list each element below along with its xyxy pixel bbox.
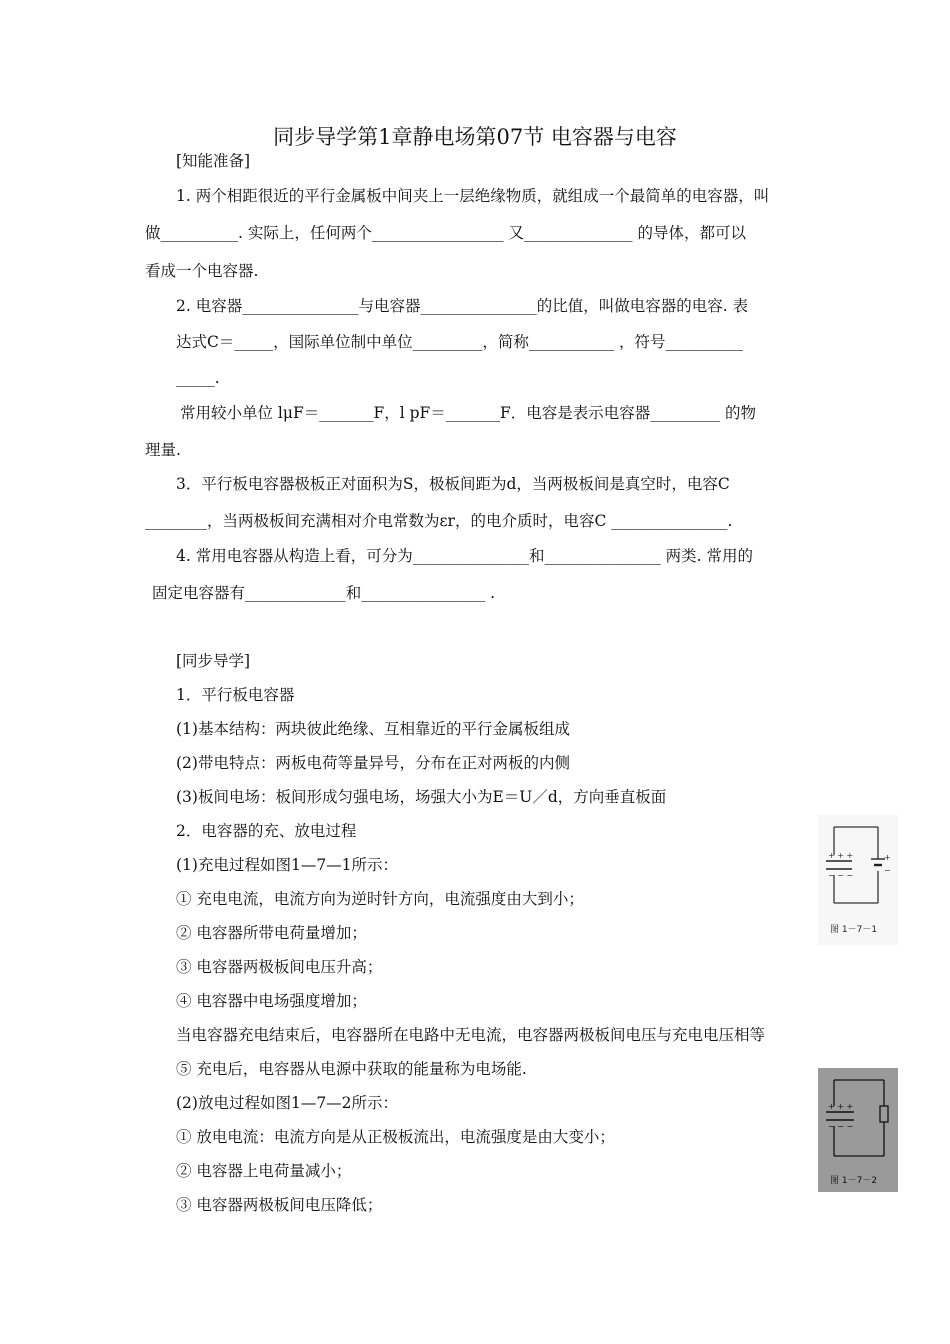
guide-line: (1)基本结构：两块彼此绝缘、互相靠近的平行金属板组成 bbox=[176, 720, 570, 738]
guide-line: ④ 电容器中电场强度增加； bbox=[176, 992, 367, 1010]
guide-line: ① 放电电流：电流方向是从正极板流出，电流强度是由大变小； bbox=[176, 1128, 615, 1146]
battery-minus-sign: − bbox=[884, 866, 891, 875]
guide-line: ③ 电容器两极板间电压升高； bbox=[176, 958, 383, 976]
prep-line: 4. 常用电容器从构造上看，可分为_______________和_______________ 两类. 常用的 bbox=[176, 547, 753, 565]
capacitor-minus-charges: − − − bbox=[828, 1122, 854, 1131]
prep-line: _____. bbox=[176, 369, 220, 387]
guide-line: 当电容器充电结束后，电容器所在电路中无电流，电容器两极板间电压与充电电压相等 bbox=[176, 1026, 766, 1044]
figure-caption: 图 1－7－2 bbox=[830, 1176, 878, 1186]
guide-line: (1)充电过程如图1—7—1所示： bbox=[176, 856, 399, 874]
guide-line: ① 充电电流，电流方向为逆时针方向，电流强度由大到小； bbox=[176, 890, 584, 908]
prep-line: ________，当两极板间充满相对介电常数为εr，的电介质时，电容C _______________. bbox=[145, 512, 733, 530]
prep-line: 3．平行板电容器极板正对面积为S，极板间距为d，当两极板间是真空时，电容C bbox=[176, 475, 730, 493]
prep-line: 常用较小单位 lμF＝_______F，l pF＝_______F．电容是表示电容器_________ 的物 bbox=[180, 404, 756, 422]
prep-line: 做__________. 实际上，任何两个_________________ 又______________ 的导体，都可以 bbox=[145, 224, 746, 242]
capacitor-plus-charges: + + + bbox=[828, 1102, 854, 1111]
prep-line: 1. 两个相距很近的平行金属板中间夹上一层绝缘物质，就组成一个最简单的电容器，叫 bbox=[176, 187, 770, 205]
section-heading-guide: [同步导学] bbox=[176, 652, 251, 670]
section-heading-prep: [知能准备] bbox=[176, 152, 251, 170]
guide-line: ② 电容器所带电荷量增加； bbox=[176, 924, 367, 942]
prep-line: 理量. bbox=[145, 441, 181, 459]
figure-discharging-circuit bbox=[818, 1068, 898, 1192]
page-title: 同步导学第1章静电场第07节 电容器与电容 bbox=[273, 125, 677, 149]
guide-line: ③ 电容器两极板间电压降低； bbox=[176, 1196, 383, 1214]
prep-line: 固定电容器有_____________和________________ . bbox=[152, 584, 496, 602]
guide-line: (2)带电特点：两板电荷等量异号，分布在正对两板的内侧 bbox=[176, 754, 570, 772]
capacitor-plus-charges: + + + bbox=[828, 851, 854, 860]
guide-line: 1．平行板电容器 bbox=[176, 686, 295, 704]
capacitor-minus-charges: − − − bbox=[828, 871, 854, 880]
guide-line: (3)板间电场：板间形成匀强电场，场强大小为E＝U／d，方向垂直板面 bbox=[176, 788, 667, 806]
prep-line: 达式C＝_____，国际单位制中单位_________，简称___________ ，符号__________ bbox=[176, 333, 744, 351]
figure-charging-circuit bbox=[818, 815, 898, 945]
prep-line: 看成一个电容器. bbox=[145, 262, 259, 280]
prep-line: 2. 电容器_______________与电容器_______________的比值，叫做电容器的电容. 表 bbox=[176, 297, 749, 315]
guide-line: (2)放电过程如图1—7—2所示： bbox=[176, 1094, 399, 1112]
guide-line: ⑤ 充电后，电容器从电源中获取的能量称为电场能. bbox=[176, 1060, 527, 1078]
battery-plus-sign: + bbox=[884, 853, 891, 862]
figure-caption: 图 1－7－1 bbox=[830, 925, 878, 935]
guide-line: 2．电容器的充、放电过程 bbox=[176, 822, 357, 840]
guide-line: ② 电容器上电荷量减小； bbox=[176, 1162, 352, 1180]
